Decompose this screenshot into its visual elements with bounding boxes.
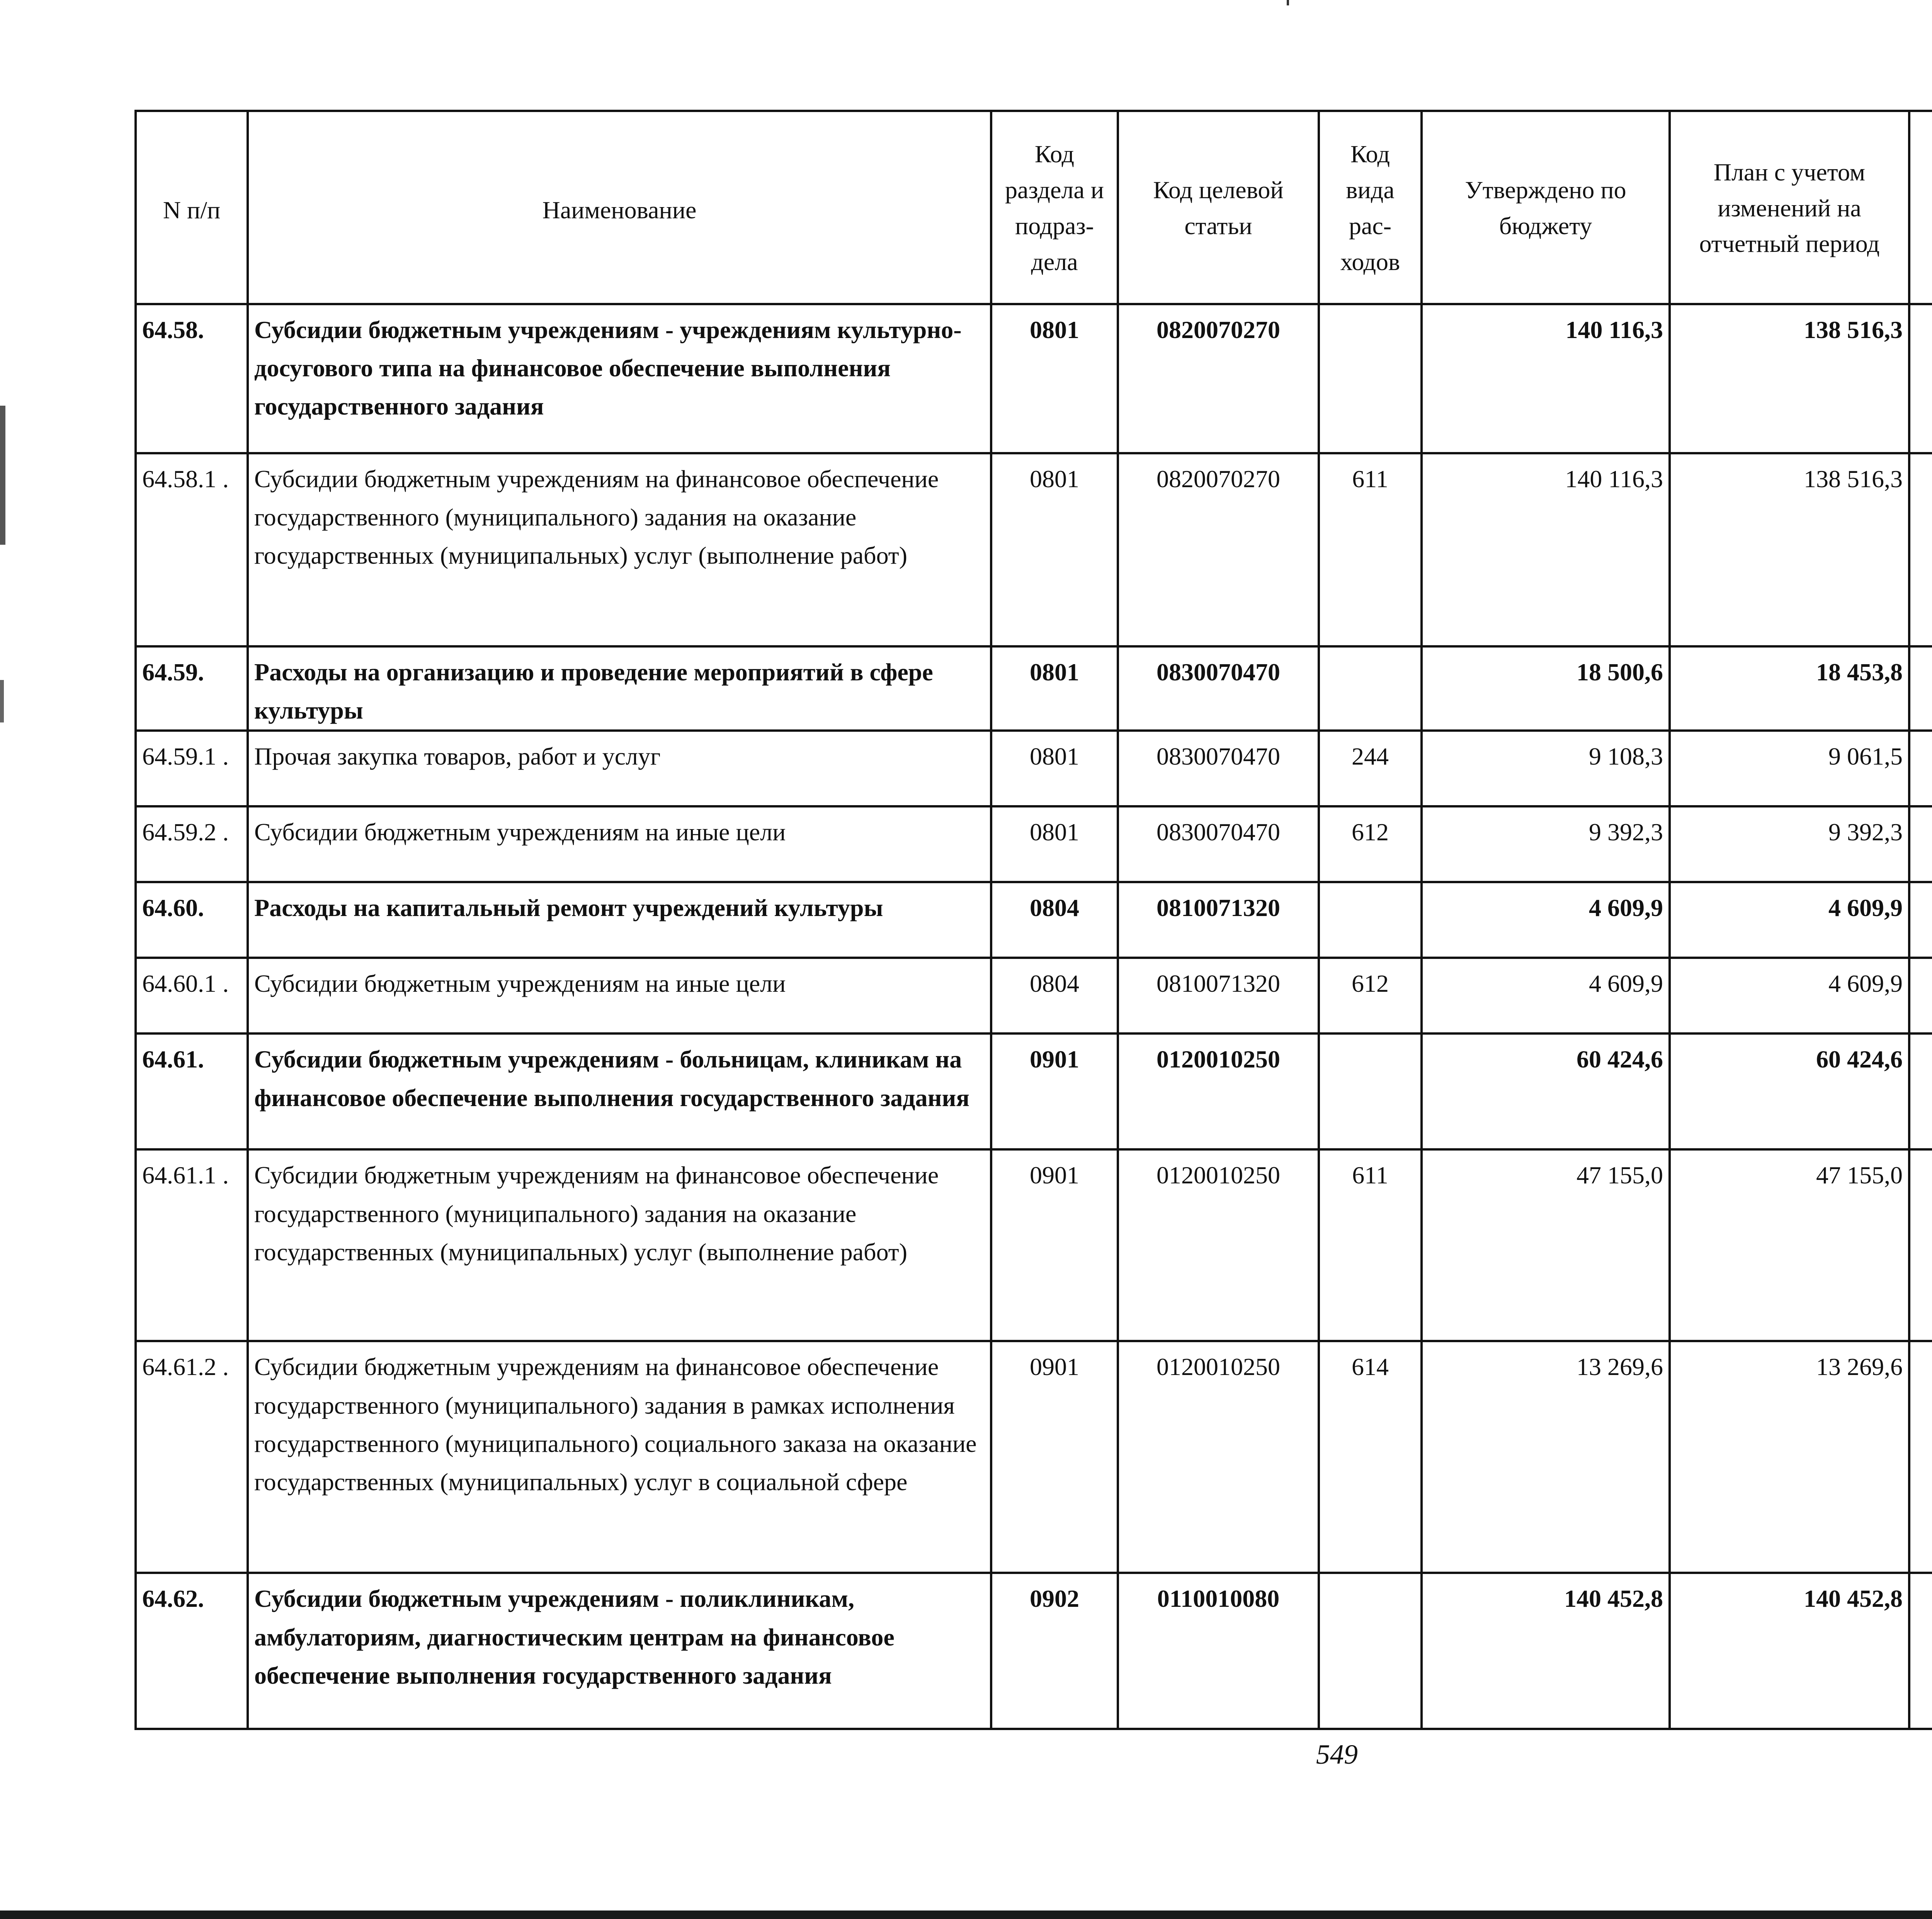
cell-name: Субсидии бюджетным учреждениям на финансовое обеспечение государственного (муниципального) задания на оказание государственных (муниципальных) услуг (выполнение работ) bbox=[248, 453, 991, 646]
table-row bbox=[136, 646, 1932, 731]
header-num: N п/п bbox=[136, 111, 248, 304]
cell-plan: 18 453,8 bbox=[1670, 646, 1909, 731]
cell-num: 64.59. bbox=[136, 646, 248, 731]
cell-num: 64.58.1 . bbox=[136, 453, 248, 646]
table-row bbox=[136, 882, 1932, 958]
cell-plan: 9 061,5 bbox=[1670, 731, 1909, 806]
cell-celevaya: 0810071320 bbox=[1118, 882, 1319, 958]
table-row bbox=[136, 304, 1932, 453]
cell-ispolneno bbox=[1909, 646, 1932, 731]
table-row bbox=[136, 1341, 1932, 1573]
cell-utverzhdeno: 47 155,0 bbox=[1422, 1149, 1670, 1341]
cell-plan: 138 516,3 bbox=[1670, 304, 1909, 453]
cell-razdel: 0804 bbox=[991, 958, 1118, 1033]
cell-ispolneno bbox=[1909, 1573, 1932, 1729]
cell-celevaya: 0120010250 bbox=[1118, 1149, 1319, 1341]
cell-num: 64.62. bbox=[136, 1573, 248, 1729]
header-razdel: Код раздела и подраз- дела bbox=[991, 111, 1118, 304]
cell-name: Субсидии бюджетным учреждениям - учреждениям культурно-досугового типа на финансовое обеспечение выполнения государственного задания bbox=[248, 304, 991, 453]
cell-razdel: 0804 bbox=[991, 882, 1118, 958]
cell-name: Субсидии бюджетным учреждениям - поликлиникам, амбулаториям, диагностическим центрам на финансовое обеспечение выполнения государственного задания bbox=[248, 1573, 991, 1729]
cell-num: 64.61.2 . bbox=[136, 1341, 248, 1573]
cell-celevaya: 0810071320 bbox=[1118, 958, 1319, 1033]
cell-vid: 611 bbox=[1319, 453, 1422, 646]
cell-celevaya: 0120010250 bbox=[1118, 1033, 1319, 1149]
cell-vid: 614 bbox=[1319, 1341, 1422, 1573]
cell-vid: 612 bbox=[1319, 958, 1422, 1033]
cell-name: Субсидии бюджетным учреждениям на финансовое обеспечение государственного (муниципального) задания на оказание государственных (муниципальных) услуг (выполнение работ) bbox=[248, 1149, 991, 1341]
cell-razdel: 0801 bbox=[991, 304, 1118, 453]
cell-utverzhdeno: 18 500,6 bbox=[1422, 646, 1670, 731]
cell-vid: 612 bbox=[1319, 806, 1422, 882]
cell-razdel: 0801 bbox=[991, 453, 1118, 646]
cell-ispolneno bbox=[1909, 1341, 1932, 1573]
cell-num: 64.59.1 . bbox=[136, 731, 248, 806]
scan-artifact-left bbox=[0, 406, 5, 545]
cell-num: 64.61. bbox=[136, 1033, 248, 1149]
cell-celevaya: 0830070470 bbox=[1118, 646, 1319, 731]
header-celevaya: Код целевой статьи bbox=[1118, 111, 1319, 304]
cell-plan: 138 516,3 bbox=[1670, 453, 1909, 646]
cell-celevaya: 0110010080 bbox=[1118, 1573, 1319, 1729]
cell-razdel: 0902 bbox=[991, 1573, 1118, 1729]
cell-utverzhdeno: 4 609,9 bbox=[1422, 958, 1670, 1033]
header-ispolneno bbox=[1909, 111, 1932, 304]
cell-utverzhdeno: 140 116,3 bbox=[1422, 453, 1670, 646]
cell-razdel: 0901 bbox=[991, 1149, 1118, 1341]
cell-celevaya: 0120010250 bbox=[1118, 1341, 1319, 1573]
cell-name: Субсидии бюджетным учреждениям на иные цели bbox=[248, 806, 991, 882]
cell-name: Субсидии бюджетным учреждениям на иные цели bbox=[248, 958, 991, 1033]
scan-edge-bottom bbox=[0, 1911, 1932, 1919]
header-vid: Код вида рас- ходов bbox=[1319, 111, 1422, 304]
header-name: Наименование bbox=[248, 111, 991, 304]
cell-plan: 140 452,8 bbox=[1670, 1573, 1909, 1729]
cell-plan: 47 155,0 bbox=[1670, 1149, 1909, 1341]
page-number: 549 bbox=[1316, 1739, 1358, 1770]
cell-ispolneno bbox=[1909, 806, 1932, 882]
cell-celevaya: 0820070270 bbox=[1118, 304, 1319, 453]
cell-ispolneno bbox=[1909, 1149, 1932, 1341]
cell-utverzhdeno: 60 424,6 bbox=[1422, 1033, 1670, 1149]
cell-utverzhdeno: 4 609,9 bbox=[1422, 882, 1670, 958]
cell-name: Субсидии бюджетным учреждениям - больницам, клиникам на финансовое обеспечение выполнения государственного задания bbox=[248, 1033, 991, 1149]
table-row bbox=[136, 806, 1932, 882]
cell-name: Субсидии бюджетным учреждениям на финансовое обеспечение государственного (муниципального) задания в рамках исполнения государственного (муниципального) социального заказа на оказание государственных (муниципальных) услуг в социальной сфере bbox=[248, 1341, 991, 1573]
cell-ispolneno bbox=[1909, 304, 1932, 453]
cell-ispolneno bbox=[1909, 453, 1932, 646]
cell-plan: 4 609,9 bbox=[1670, 882, 1909, 958]
cell-vid bbox=[1319, 882, 1422, 958]
table-row bbox=[136, 1573, 1932, 1729]
table-row bbox=[136, 453, 1932, 646]
cell-num: 64.61.1 . bbox=[136, 1149, 248, 1341]
scan-artifact-left-2 bbox=[0, 680, 4, 722]
cell-razdel: 0901 bbox=[991, 1033, 1118, 1149]
cell-num: 64.59.2 . bbox=[136, 806, 248, 882]
header-utverzhdeno: Утверждено по бюджету bbox=[1422, 111, 1670, 304]
cell-vid: 611 bbox=[1319, 1149, 1422, 1341]
header-plan: План с учетом изменений на отчетный период bbox=[1670, 111, 1909, 304]
cell-celevaya: 0830070470 bbox=[1118, 731, 1319, 806]
table-row bbox=[136, 1033, 1932, 1149]
cell-name: Расходы на организацию и проведение мероприятий в сфере культуры bbox=[248, 646, 991, 731]
cell-vid bbox=[1319, 304, 1422, 453]
cell-name: Прочая закупка товаров, работ и услуг bbox=[248, 731, 991, 806]
cell-celevaya: 0820070270 bbox=[1118, 453, 1319, 646]
table-header bbox=[136, 111, 1932, 304]
cell-utverzhdeno: 140 452,8 bbox=[1422, 1573, 1670, 1729]
cell-ispolneno bbox=[1909, 882, 1932, 958]
cell-celevaya: 0830070470 bbox=[1118, 806, 1319, 882]
cell-utverzhdeno: 13 269,6 bbox=[1422, 1341, 1670, 1573]
cell-razdel: 0801 bbox=[991, 646, 1118, 731]
table-row bbox=[136, 731, 1932, 806]
cell-utverzhdeno: 9 392,3 bbox=[1422, 806, 1670, 882]
cell-num: 64.58. bbox=[136, 304, 248, 453]
table-body bbox=[136, 304, 1932, 1729]
cell-vid bbox=[1319, 1573, 1422, 1729]
cell-ispolneno bbox=[1909, 1033, 1932, 1149]
scan-artifact-top bbox=[1287, 0, 1289, 5]
cell-vid: 244 bbox=[1319, 731, 1422, 806]
cell-plan: 4 609,9 bbox=[1670, 958, 1909, 1033]
cell-ispolneno bbox=[1909, 958, 1932, 1033]
budget-execution-table bbox=[134, 110, 1932, 1730]
cell-razdel: 0801 bbox=[991, 731, 1118, 806]
cell-num: 64.60. bbox=[136, 882, 248, 958]
cell-vid bbox=[1319, 1033, 1422, 1149]
cell-plan: 60 424,6 bbox=[1670, 1033, 1909, 1149]
cell-razdel: 0901 bbox=[991, 1341, 1118, 1573]
table-row bbox=[136, 1149, 1932, 1341]
table-row bbox=[136, 958, 1932, 1033]
cell-num: 64.60.1 . bbox=[136, 958, 248, 1033]
cell-utverzhdeno: 9 108,3 bbox=[1422, 731, 1670, 806]
cell-plan: 13 269,6 bbox=[1670, 1341, 1909, 1573]
cell-ispolneno bbox=[1909, 731, 1932, 806]
cell-plan: 9 392,3 bbox=[1670, 806, 1909, 882]
cell-vid bbox=[1319, 646, 1422, 731]
cell-utverzhdeno: 140 116,3 bbox=[1422, 304, 1670, 453]
cell-razdel: 0801 bbox=[991, 806, 1118, 882]
cell-name: Расходы на капитальный ремонт учреждений культуры bbox=[248, 882, 991, 958]
